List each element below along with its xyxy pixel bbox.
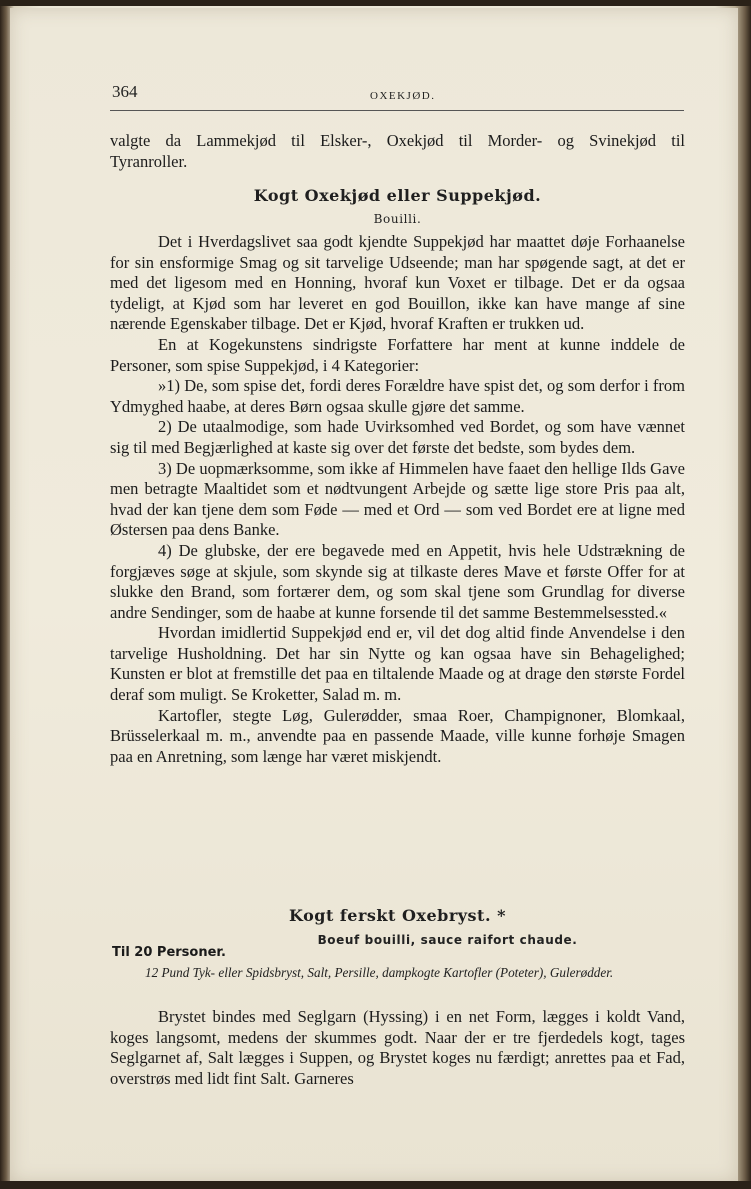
section-subtitle-bouilli: Bouilli. (373, 212, 422, 226)
paragraph: Hvordan imidlertid Suppekjød end er, vil det dog altid finde Anvendelse i den tarvelige Husholdning. Det har sin Nytte og kan ogsaa have sin Behagelighed; Kunsten er blot at fremstille det paa en tiltalende Maade og at drage den største Fordel deraf som muligt. Se Kroketter, Salad m. m. (110, 623, 685, 705)
paragraph: 4) De glubske, der ere begavede med en Appetit, hvis hele Udstrækning de forgjæves søge at skjule, som skynde sig at tilkaste deres Mave et første Offer for at slukke den Brand, som fortærer dem, og som skal tjene som Grundlag for diverse andre Sendinger, som de haabe at kunne forsende til det samme Bestemmelsessted.« (110, 540, 685, 622)
section-subtitle-french: Boeuf bouilli, sauce raifort chaude. (317, 933, 578, 947)
scan-top-edge (0, 0, 751, 6)
paragraph: En at Kogekunstens sindrigste Forfattere har ment at kunne inddele de Personer, som spise Suppekjød, i 4 Kategorier: (110, 334, 685, 375)
page-number: 364 (112, 82, 138, 101)
header-rule (110, 110, 684, 111)
section-title-oxebryst: Kogt ferskt Oxebryst. * (289, 906, 506, 925)
paragraph: Brystet bindes med Seglgarn (Hyssing) i en net Form, lægges i koldt Vand, koges langsomt, medens der skummes godt. Naar der er tre fjerdedels kogt, tages Seglgarnet af, Salt lægges i Suppen, og Brystet koges nu færdigt; anrettes paa et Fad, overstrøs med lidt fint Salt. Garneres (110, 1007, 685, 1088)
intro-line: valgte da Lammekjød til Elsker-, Oxekjød til Morder- og Svinekjød til (110, 131, 685, 150)
servings-label: Til 20 Personer. (112, 945, 226, 960)
intro-line: Tyranroller. (110, 151, 188, 171)
running-title: OXEKJØD. (370, 90, 436, 102)
section-title-suppekjod: Kogt Oxekjød eller Suppekjød. (253, 186, 542, 205)
ingredients-list: 12 Pund Tyk- eller Spidsbryst, Salt, Persille, dampkogte Kartofler (Poteter), Gulerødder. (145, 965, 614, 980)
paragraph: Det i Hverdagslivet saa godt kjendte Suppekjød har maattet døje Forhaanelse for sin ensformige Smag og sit tarvelige Udseende; man har spøgende sagt, at det er med det ligesom med en Honning, hvoraf kun Voxet er tilbage. Det er da ogsaa tydeligt, at Kjød som har leveret en god Bouillon, ikke kan have mange af sine nærende Egenskaber tilbage. Det er Kjød, hvoraf Kraften er trukken ud. (110, 232, 685, 334)
section2-body (110, 1007, 685, 1089)
section1-body (110, 232, 685, 767)
scan-bottom-edge (0, 1181, 751, 1189)
intro-text (110, 131, 685, 172)
paragraph: 2) De utaalmodige, som hade Uvirksomhed ved Bordet, og som have vænnet sig til med Begjærlighed at kaste sig over det første det bedste, som bydes dem. (110, 417, 685, 457)
paragraph: »1) De, som spise det, fordi deres Forældre have spist det, og som derfor i from Ydmyghed haabe, at deres Børn ogsaa skulle gjøre det samme. (110, 376, 685, 416)
paragraph: Kartofler, stegte Løg, Gulerødder, smaa Roer, Champignoner, Blomkaal, Brüsselerkaal m. m., anvendte paa en passende Maade, ville kunne forhøje Smagen paa en Anretning, som længe har været miskjendt. (110, 705, 685, 766)
paragraph: 3) De uopmærksomme, som ikke af Himmelen have faaet den hellige Ilds Gave men betragte Maaltidet som et nødtvungent Arbejde og sætte lige store Pris paa alt, hvad der kan tjene dem som Føde — med et Ord — som ved Bordet ere at ligne med Østersen paa dens Banke. (110, 458, 685, 540)
